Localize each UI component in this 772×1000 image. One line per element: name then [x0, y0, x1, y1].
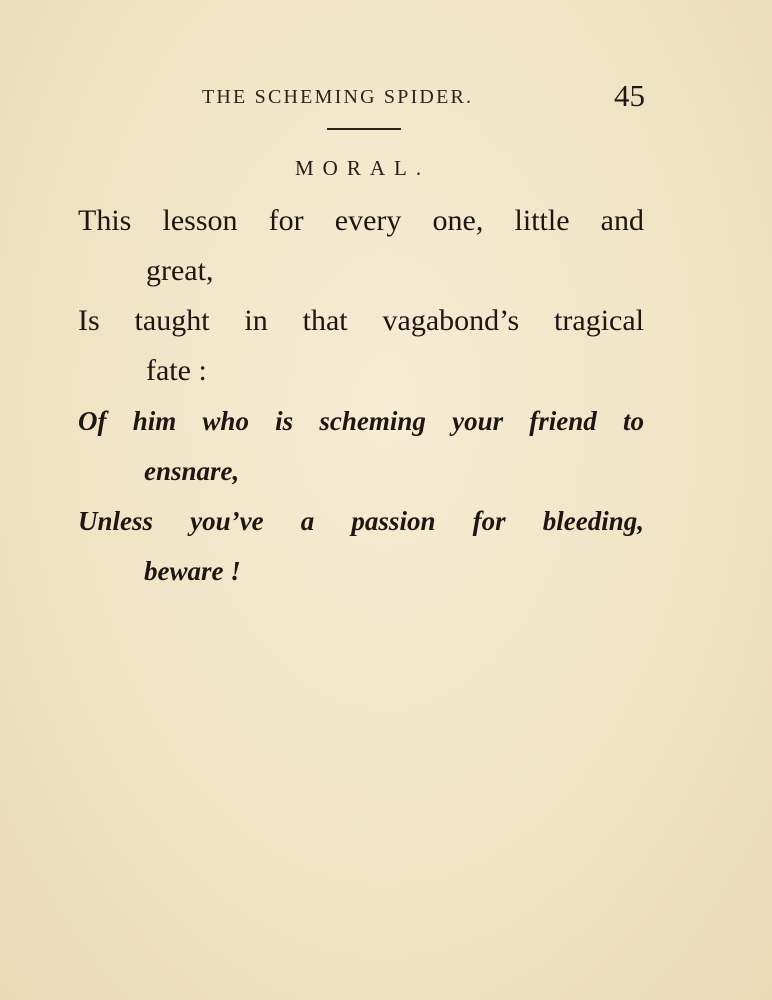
poem-line	[78, 496, 648, 546]
poem-line-text: Unless you’ve a passion for bleeding,	[78, 506, 644, 536]
poem-line	[78, 196, 648, 246]
poem-line-continuation: beware !	[144, 556, 241, 586]
section-heading: MORAL.	[295, 156, 431, 180]
poem-line-continuation: fate :	[146, 354, 207, 387]
poem-line-text: Of him who is scheming your friend to	[78, 406, 644, 436]
poem-line	[78, 396, 648, 446]
page-number: 45	[614, 78, 645, 113]
running-title: THE SCHEMING SPIDER.	[202, 86, 474, 108]
poem-line-continuation: ensnare,	[144, 456, 240, 486]
poem-line-continuation: great,	[146, 254, 214, 287]
poem	[78, 196, 648, 596]
running-head	[0, 80, 772, 112]
poem-line	[78, 296, 648, 346]
poem-line-text: This lesson for every one, little and	[78, 204, 644, 237]
poem-line-text: Is taught in that vagabond’s tragical	[78, 304, 644, 337]
section-divider	[327, 128, 401, 130]
